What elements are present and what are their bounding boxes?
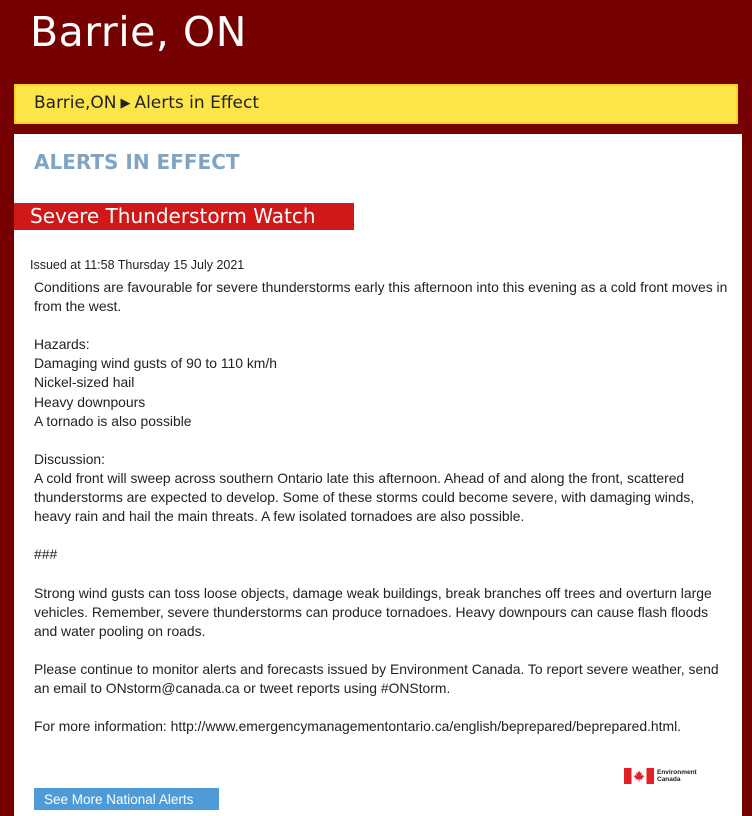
hazard-item: A tornado is also possible [34,412,192,429]
breadcrumb [14,84,738,124]
section-separator: ### [34,546,58,563]
alert-banner [14,203,354,230]
hazards-section [34,335,734,430]
more-info-text: For more information: http://www.emergencymanagementontario.ca/english/beprepared/beprepared.html. [34,718,682,735]
logo-text [657,769,697,783]
canada-flag-icon [624,768,654,784]
breadcrumb-city-link[interactable]: Barrie,ON [34,93,117,113]
breadcrumb-current: Alerts in Effect [134,93,260,113]
alerts-heading: ALERTS IN EFFECT [34,150,240,174]
hazard-item: Heavy downpours [34,393,146,410]
hazard-item: Damaging wind gusts of 90 to 110 km/h [34,355,277,372]
logo-line-1: Environment [657,769,697,776]
city-title: Barrie, ON [30,8,247,56]
discussion-section [34,450,734,526]
see-more-alerts-button[interactable] [34,788,219,810]
discussion-text: A cold front will sweep across southern Ontario late this afternoon. Ahead of and along the front, scattered thunderstorms are expected to develop. Some of these storms could become severe, with damaging winds, heavy rain and hail the main threats. A few isolated tornadoes are also possible. [34,469,695,525]
environment-canada-logo [624,768,704,784]
title-bar [0,0,752,84]
alert-intro: Conditions are favourable for severe thunderstorms early this afternoon into this evening as a cold front moves in from the west. [34,279,728,315]
hazards-label: Hazards: [34,336,90,353]
alert-title: Severe Thunderstorm Watch [30,204,316,228]
breadcrumb-row [34,93,259,113]
breadcrumb-arrow-icon: ▶ [120,96,131,111]
issued-timestamp: Issued at 11:58 Thursday 15 July 2021 [30,258,245,272]
monitor-text: Please continue to monitor alerts and forecasts issued by Environment Canada. To report severe weather, send an email to ONstorm@canada.ca or tweet reports using #ONStorm. [34,660,719,696]
alerts-panel [14,134,742,816]
alert-body [34,278,734,736]
advice-text: Strong wind gusts can toss loose objects, damage weak buildings, break branches off trees and overturn large vehicles. Remember, severe thunderstorms can produce tornadoes. Heavy downpours can cause flash floods and water pooling on roads. [34,584,712,639]
see-more-alerts-label: See More National Alerts [44,791,194,807]
hazard-item: Nickel-sized hail [34,374,135,391]
logo-line-2: Canada [657,776,681,783]
discussion-label: Discussion: [34,450,106,467]
